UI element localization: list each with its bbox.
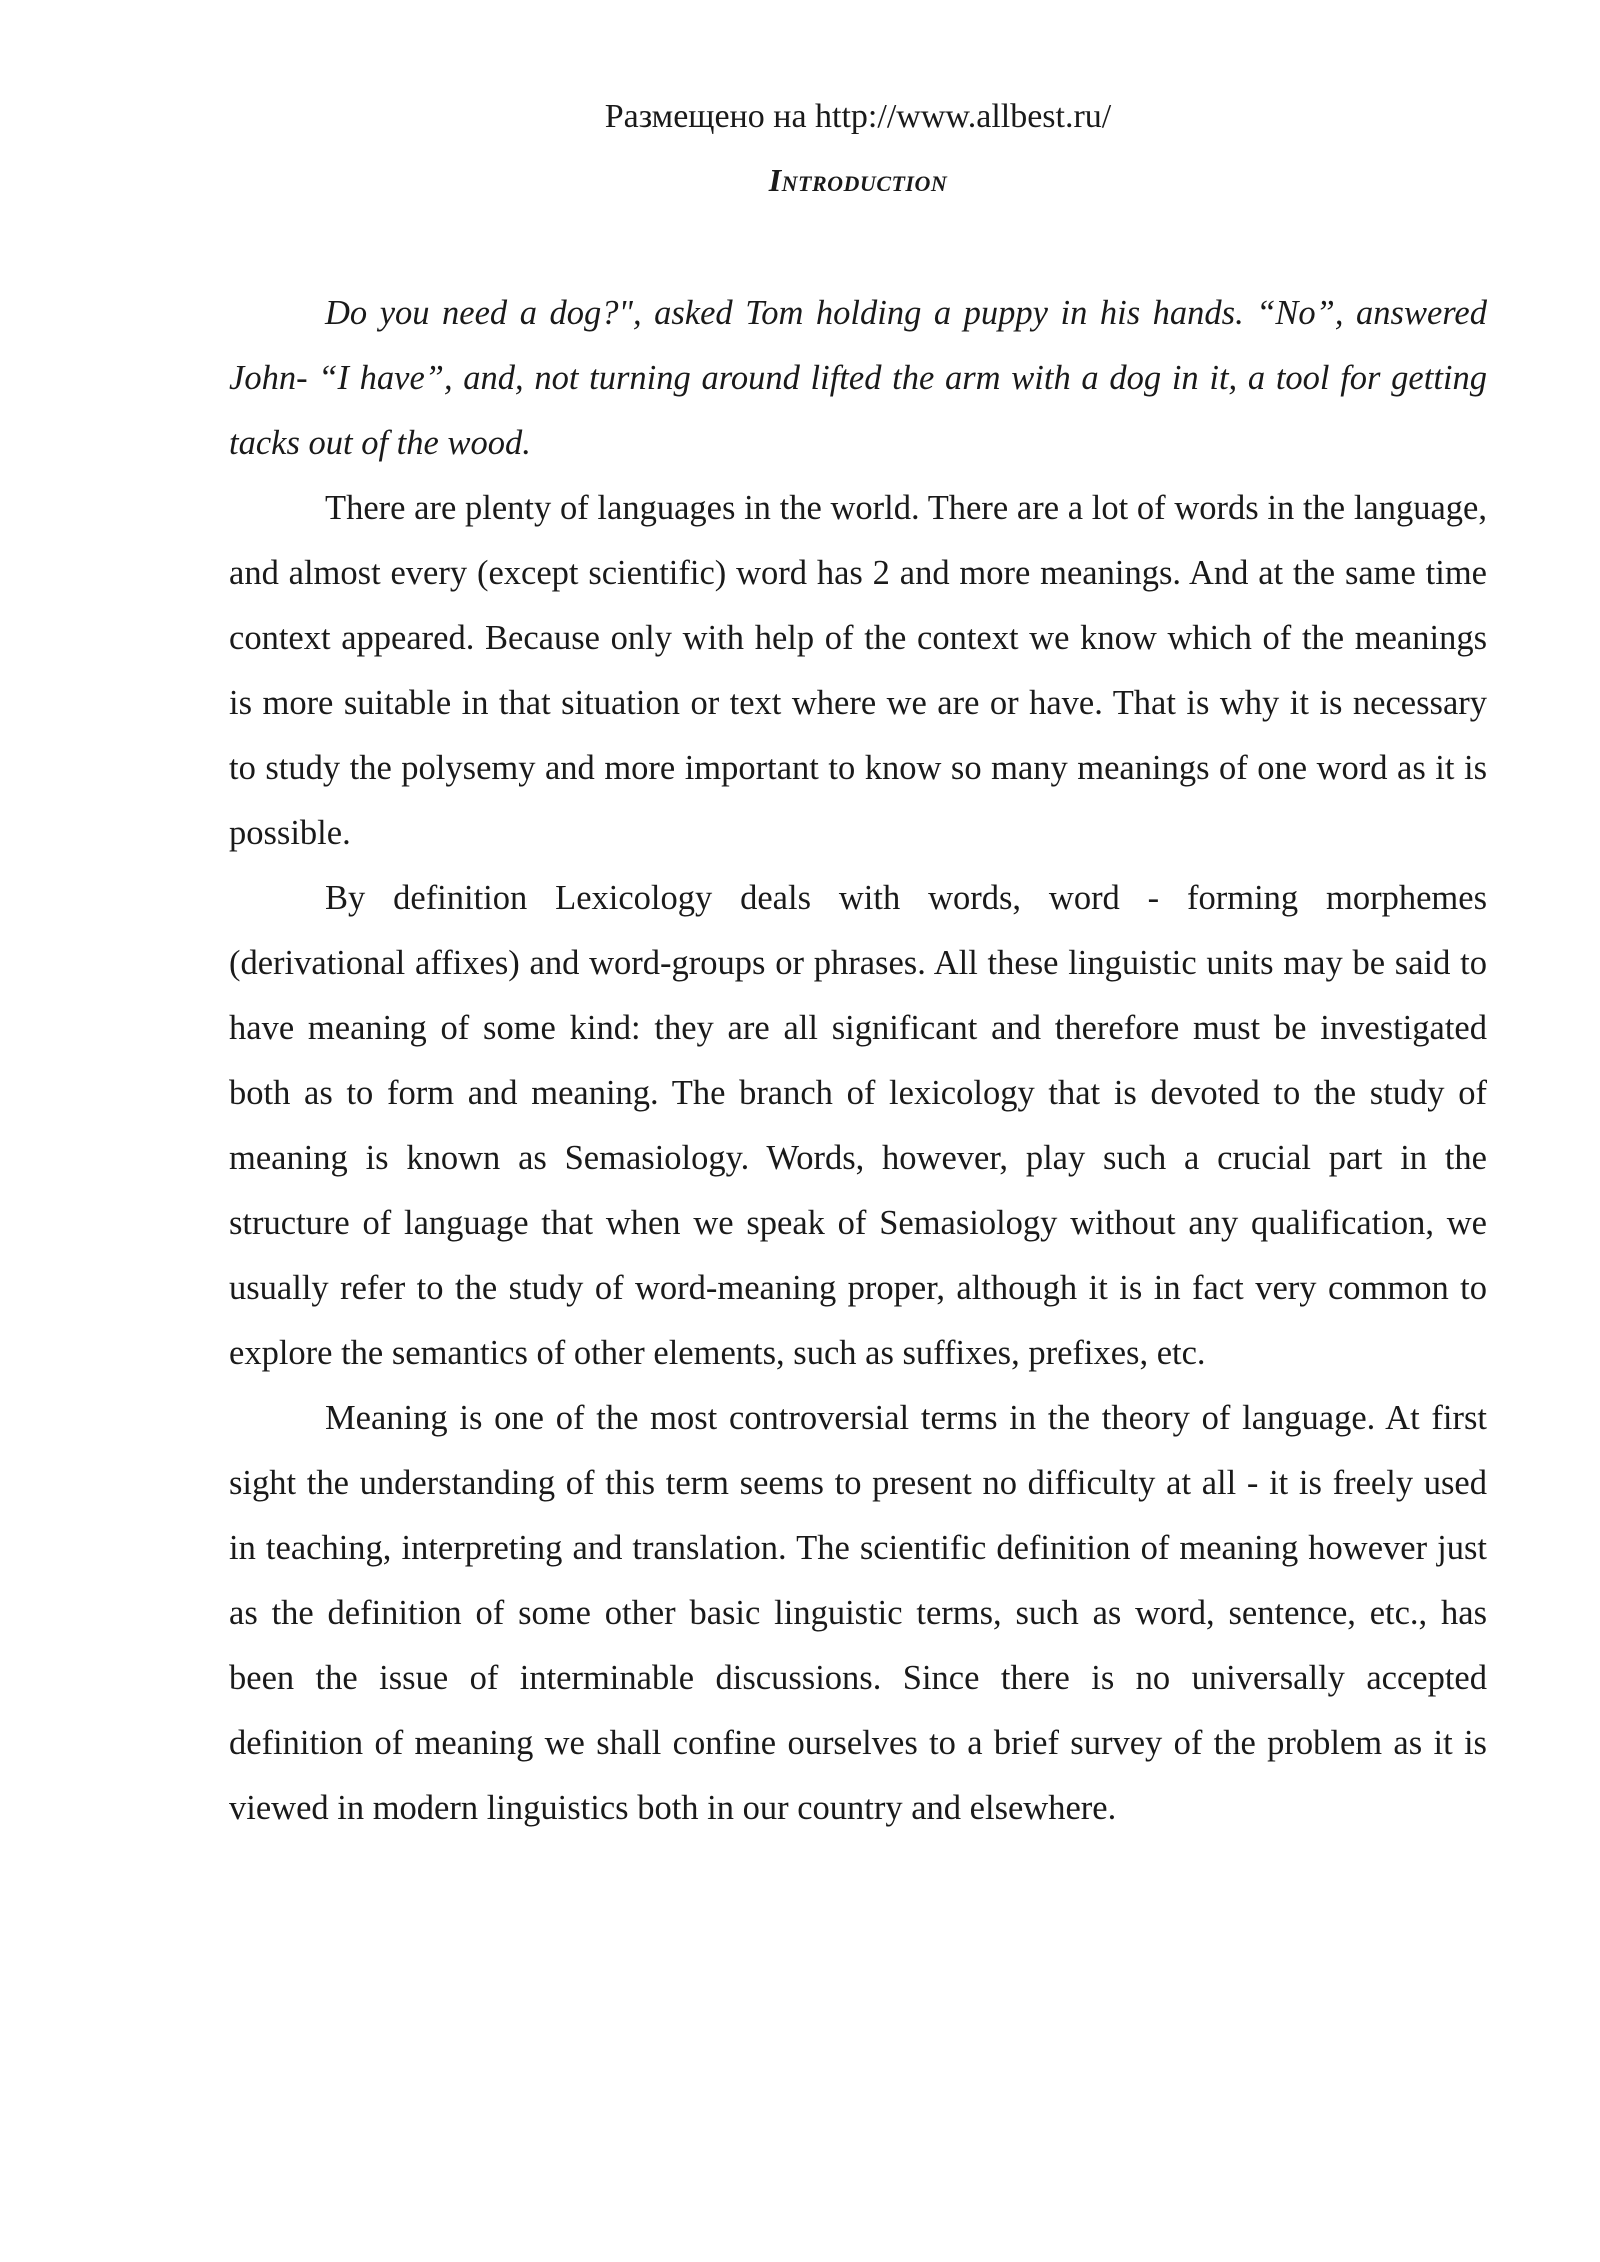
source-note: Размещено на http://www.allbest.ru/ [604, 98, 1112, 135]
body-paragraph: By definition Lexicology deals with words, word - forming morphemes (derivational affixes) and word-groups or phrases. All these linguistic units may be said to have meaning of some kind: they are all significant and therefore must be investigated both as to form and meaning. The branch of lexicology that is devoted to the study of meaning is known as Semasiology. Words, however, play such a crucial part in the structure of language that when we speak of Semasiology without any qualification, we usually refer to the study of word-meaning proper, although it is in fact very common to explore the semantics of other elements, such as suffixes, prefixes, etc. [229, 879, 1487, 1372]
page-title: Introduction [768, 162, 948, 198]
document-body [229, 281, 1487, 1841]
body-paragraph: Meaning is one of the most controversial terms in the theory of language. At first sight the understanding of this term seems to present no difficulty at all - it is freely used in teaching, interpreting and translation. The scientific definition of meaning however just as the definition of some other basic linguistic terms, such as word, sentence, etc., has been the issue of interminable discussions. Since there is no universally accepted definition of meaning we shall confine ourselves to a brief survey of the problem as it is viewed in modern linguistics both in our country and elsewhere. [229, 1399, 1487, 1827]
epigraph-paragraph: Do you need a dog?", asked Tom holding a puppy in his hands. “No”, answered John- “I have”, and, not turning around lifted the arm with a dog in it, a tool for getting tacks out of the wood. [229, 294, 1487, 462]
body-paragraph: There are plenty of languages in the world. There are a lot of words in the language, and almost every (except scientific) word has 2 and more meanings. And at the same time context appeared. Because only with help of the context we know which of the meanings is more suitable in that situation or text where we are or have. That is why it is necessary to study the polysemy and more important to know so many meanings of one word as it is possible. [229, 489, 1487, 852]
